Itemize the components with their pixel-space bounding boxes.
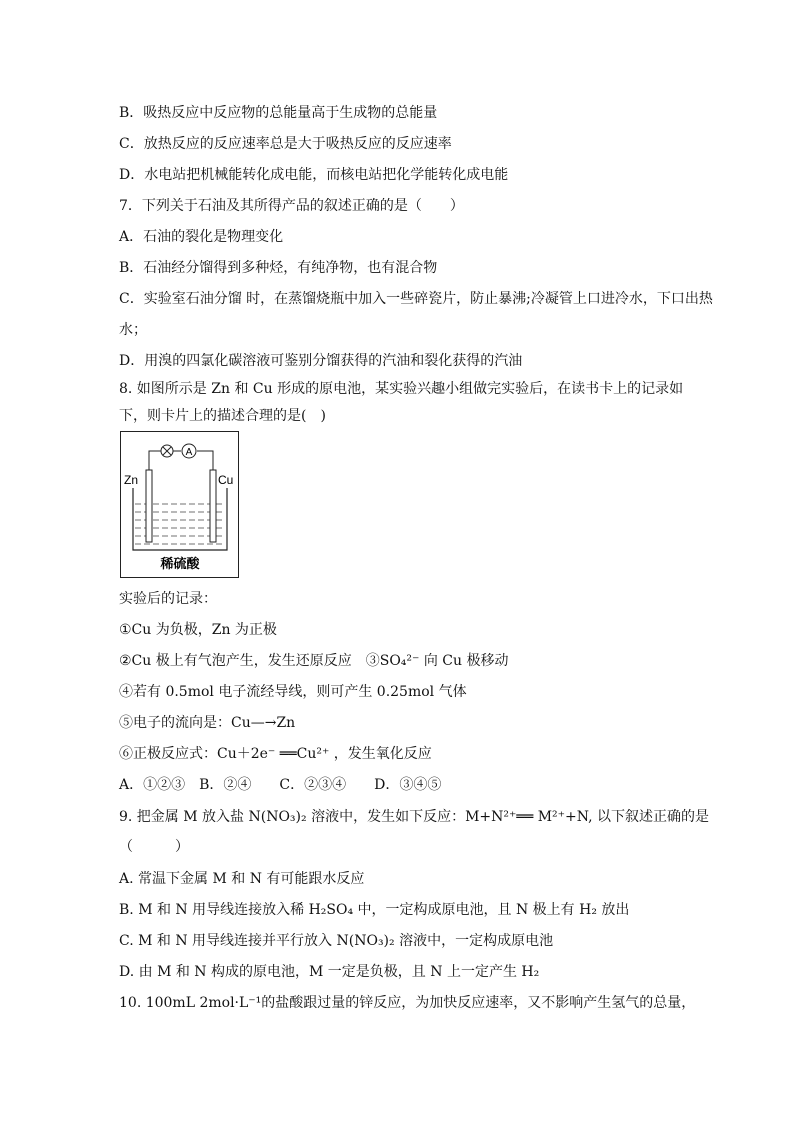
option-7c: C．实验室石油分馏 时，在蒸馏烧瓶中加入一些碎瓷片，防止暴沸;冷凝管上口进冷水，下口出热 <box>119 291 713 307</box>
record-item-2-3: ②Cu 极上有气泡产生，发生还原反应 ③SO₄²⁻ 向 Cu 极移动 <box>119 653 509 669</box>
question-9-stem: 9. 把金属 M 放入盐 N(NO₃)₂ 溶液中，发生如下反应：M+N²⁺══ M²⁺+N, 以下叙述正确的是 <box>119 809 710 825</box>
option-7c-continued: 水； <box>119 322 147 338</box>
record-item-6: ⑥正极反应式：Cu＋2e⁻ ══Cu²⁺ ，发生氧化反应 <box>119 746 432 762</box>
record-item-4: ④若有 0.5mol 电子流经导线，则可产生 0.25mol 气体 <box>119 684 467 700</box>
record-heading: 实验后的记录： <box>119 591 217 607</box>
option-7a: A．石油的裂化是物理变化 <box>119 229 284 245</box>
option-7d: D．用溴的四氯化碳溶液可鉴别分馏获得的汽油和裂化获得的汽油 <box>119 353 523 369</box>
zn-electrode <box>146 470 152 542</box>
question-8-options: A．①②③ B．②④ C．②③④ D．③④⑤ <box>119 777 442 793</box>
cu-electrode <box>210 470 216 542</box>
question-8-stem-continued: 下，则卡片上的描述合理的是( ) <box>119 408 326 424</box>
option-6b: B．吸热反应中反应物的总能量高于生成物的总能量 <box>119 105 438 121</box>
solution-label: 稀硫酸 <box>160 557 200 572</box>
galvanic-cell-diagram <box>121 432 238 577</box>
option-9a: A. 常温下金属 M 和 N 有可能跟水反应 <box>119 871 365 887</box>
question-7-stem: 7．下列关于石油及其所得产品的叙述正确的是（ ） <box>119 198 464 214</box>
record-item-5: ⑤电子的流向是：Cu—→Zn <box>119 715 296 731</box>
question-10-stem: 10. 100mL 2mol·L⁻¹的盐酸跟过量的锌反应，为加快反应速率，又不影响产生氢气的总量， <box>119 995 696 1011</box>
record-item-1: ①Cu 为负极，Zn 为正极 <box>119 622 277 638</box>
option-6d: D．水电站把机械能转化成电能，而核电站把化学能转化成电能 <box>119 167 509 183</box>
option-9c: C. M 和 N 用导线连接并平行放入 N(NO₃)₂ 溶液中，一定构成原电池 <box>119 933 554 949</box>
question-9-answer-bracket: （ ） <box>119 839 189 855</box>
option-9d: D. 由 M 和 N 构成的原电池，M 一定是负极，且 N 上一定产生 H₂ <box>119 964 540 980</box>
galvanic-cell-figure <box>120 431 239 578</box>
cu-label: Cu <box>218 473 234 487</box>
option-6c: C．放热反应的反应速率总是大于吸热反应的反应速率 <box>119 136 452 152</box>
option-7b: B．石油经分馏得到多种烃，有纯净物，也有混合物 <box>119 260 438 276</box>
question-8-stem: 8. 如图所示是 Zn 和 Cu 形成的原电池，某实验兴趣小组做完实验后，在读书卡上的记录如 <box>119 381 684 397</box>
zn-label: Zn <box>124 473 139 487</box>
ammeter-label: A <box>185 447 193 458</box>
option-9b: B. M 和 N 用导线连接放入稀 H₂SO₄ 中，一定构成原电池，且 N 极上有 H₂ 放出 <box>119 902 630 918</box>
